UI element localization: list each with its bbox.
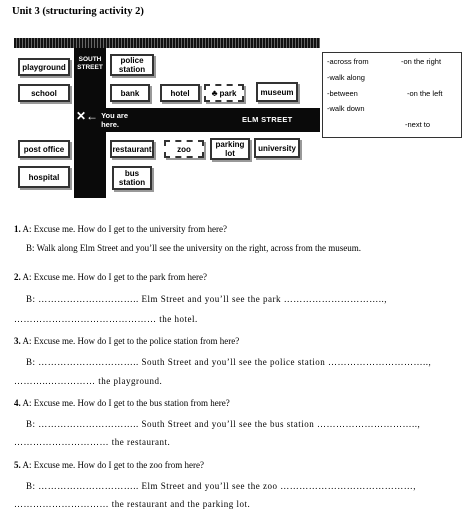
you-are-here-marker: [76, 111, 141, 129]
answer-3-line-1: B: ………………………….. South Street and you’ll see the police station …………………………..,: [26, 357, 432, 367]
question-1: [14, 224, 227, 234]
legend-item: -across from: [327, 57, 369, 66]
question-text: A: Excuse me. How do I get to the university from here?: [22, 224, 227, 234]
map-top-border: [14, 38, 320, 48]
answer-5-line-1: B: ………………………….. Elm Street and you’ll see the zoo ……………………………………,: [26, 481, 416, 491]
building-school: school: [18, 84, 70, 102]
question-5: [14, 460, 204, 470]
street-map: [14, 48, 320, 198]
elm-street-label: ELM STREET: [242, 115, 293, 124]
park-label: park: [219, 88, 237, 98]
building-bank: bank: [110, 84, 150, 102]
question-number: 4.: [14, 398, 21, 408]
answer-3-line-2: ………..…………… the playground.: [14, 376, 163, 386]
answer-1: B: Walk along Elm Street and you’ll see the university on the right, across from the museum.: [26, 243, 362, 253]
building-restaurant: restaurant: [110, 140, 154, 158]
question-text: A: Excuse me. How do I get to the zoo from here?: [22, 460, 204, 470]
answer-2-line-2: ……………………………………… the hotel.: [14, 314, 198, 324]
question-number: 3.: [14, 336, 21, 346]
legend-item: -walk down: [327, 104, 365, 113]
building-post-office: post office: [18, 140, 70, 158]
question-4: [14, 398, 230, 408]
building-university: university: [254, 138, 300, 158]
building-parking-lot: parking lot: [210, 138, 250, 160]
legend-item: -between: [327, 89, 358, 98]
question-2: [14, 272, 207, 282]
south-street-label: SOUTH STREET: [77, 56, 103, 71]
building-hotel: hotel: [160, 84, 200, 102]
building-police-station: police station: [110, 54, 154, 76]
building-playground: playground: [18, 58, 70, 76]
you-are-here-label: You are here.: [101, 111, 129, 129]
question-number: 5.: [14, 460, 21, 470]
question-text: A: Excuse me. How do I get to the police station from here?: [22, 336, 240, 346]
question-3: [14, 336, 239, 346]
word-box: [322, 52, 462, 138]
building-zoo: zoo: [164, 140, 204, 158]
building-park: [204, 84, 244, 102]
question-text: A: Excuse me. How do I get to the bus station from here?: [22, 398, 230, 408]
elm-street: [74, 108, 320, 132]
answer-2-line-1: B: ………………………….. Elm Street and you’ll see the park …………………………..,: [26, 294, 387, 304]
building-bus-station: bus station: [112, 166, 152, 190]
legend-item: -walk along: [327, 73, 365, 82]
question-number: 2.: [14, 272, 21, 282]
legend-item: -next to: [405, 120, 431, 129]
answer-4-line-2: ………………………… the restaurant.: [14, 437, 171, 447]
page-title: Unit 3 (structuring activity 2): [12, 6, 144, 17]
tree-icon: ♣: [211, 87, 218, 98]
answer-5-line-2: ………………………… the restaurant and the parking lot.: [14, 499, 251, 509]
answer-4-line-1: B: ………………………….. South Street and you’ll see the bus station …………………………..,: [26, 419, 421, 429]
building-hospital: hospital: [18, 166, 70, 188]
building-museum: museum: [256, 82, 298, 102]
legend-item: -on the right: [401, 57, 442, 66]
question-number: 1.: [14, 224, 21, 234]
x-marker-icon: ✕←: [76, 109, 99, 123]
question-text: A: Excuse me. How do I get to the park from here?: [22, 272, 207, 282]
legend-item: -on the left: [407, 89, 443, 98]
